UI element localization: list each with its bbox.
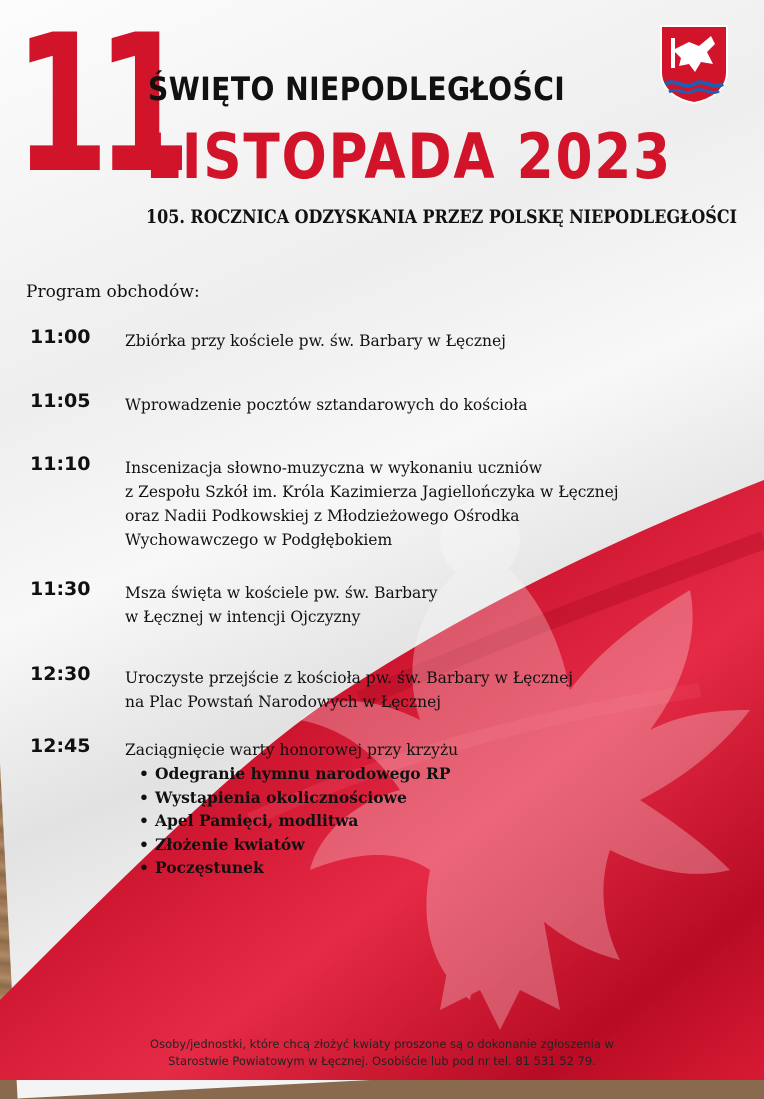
program-description-line: w Łęcznej w intencji Ojczyzny [125,608,361,626]
program-time: 12:45 [30,735,91,757]
ceremony-sub-item: • Wystąpienia okolicznościowe [125,786,735,810]
program-description-line: Zbiórka przy kościele pw. św. Barbary w Łęcznej [125,332,506,350]
program-time: 11:10 [30,453,91,475]
program-description [125,738,735,880]
program-time: 11:05 [30,390,91,412]
footer-line-1: Osoby/jednostki, które chcą złożyć kwiaty proszone są o dokonanie zgłoszenia w [150,1037,614,1051]
title-line-2: LISTOPADA 2023 [146,120,672,193]
program-description-line: Uroczyste przejście z kościoła pw. św. Barbary w Łęcznej [125,669,574,687]
program-time: 11:30 [30,578,91,600]
program-description-line: z Zespołu Szkół im. Króla Kazimierza Jagiellończyka w Łęcznej [125,483,619,501]
program-description [125,666,735,714]
day-number: 11 [14,0,179,215]
program-description-line: Wychowawczego w Podgłębokiem [125,531,393,549]
ceremony-sub-item: • Złożenie kwiatów [125,833,735,857]
program-time: 11:00 [30,326,91,348]
program-description [125,581,735,629]
coat-of-arms-icon [659,24,729,104]
title-line-1: ŚWIĘTO NIEPODLEGŁOŚCI [148,70,566,108]
subtitle: 105. ROCZNICA ODZYSKANIA PRZEZ POLSKĘ NIEPODLEGŁOŚCI [146,206,738,228]
ceremony-sub-list [125,762,735,880]
footer-line-2: Starostwie Powiatowym w Łęcznej. Osobiście lub pod nr tel. 81 531 52 79. [168,1054,596,1068]
program-description-line: Inscenizacja słowno-muzyczna w wykonaniu uczniów [125,459,543,477]
program-description [125,456,735,552]
ceremony-sub-item: • Odegranie hymnu narodowego RP [125,762,735,786]
program-heading: Program obchodów: [26,282,200,302]
ceremony-sub-item: • Apel Pamięci, modlitwa [125,809,735,833]
program-description-line: oraz Nadii Podkowskiej z Młodzieżowego Ośrodka [125,507,520,525]
program-description-line: Wprowadzenie pocztów sztandarowych do kościoła [125,396,528,414]
program-time: 12:30 [30,663,91,685]
program-description-line: na Plac Powstań Narodowych w Łęcznej [125,693,442,711]
program-description [125,393,735,417]
ceremony-sub-item: • Poczęstunek [125,856,735,880]
footer-note [0,1036,764,1070]
program-description-line: Zaciągnięcie warty honorowej przy krzyżu [125,741,459,759]
program-description-line: Msza święta w kościele pw. św. Barbary [125,584,438,602]
program-description [125,329,735,353]
